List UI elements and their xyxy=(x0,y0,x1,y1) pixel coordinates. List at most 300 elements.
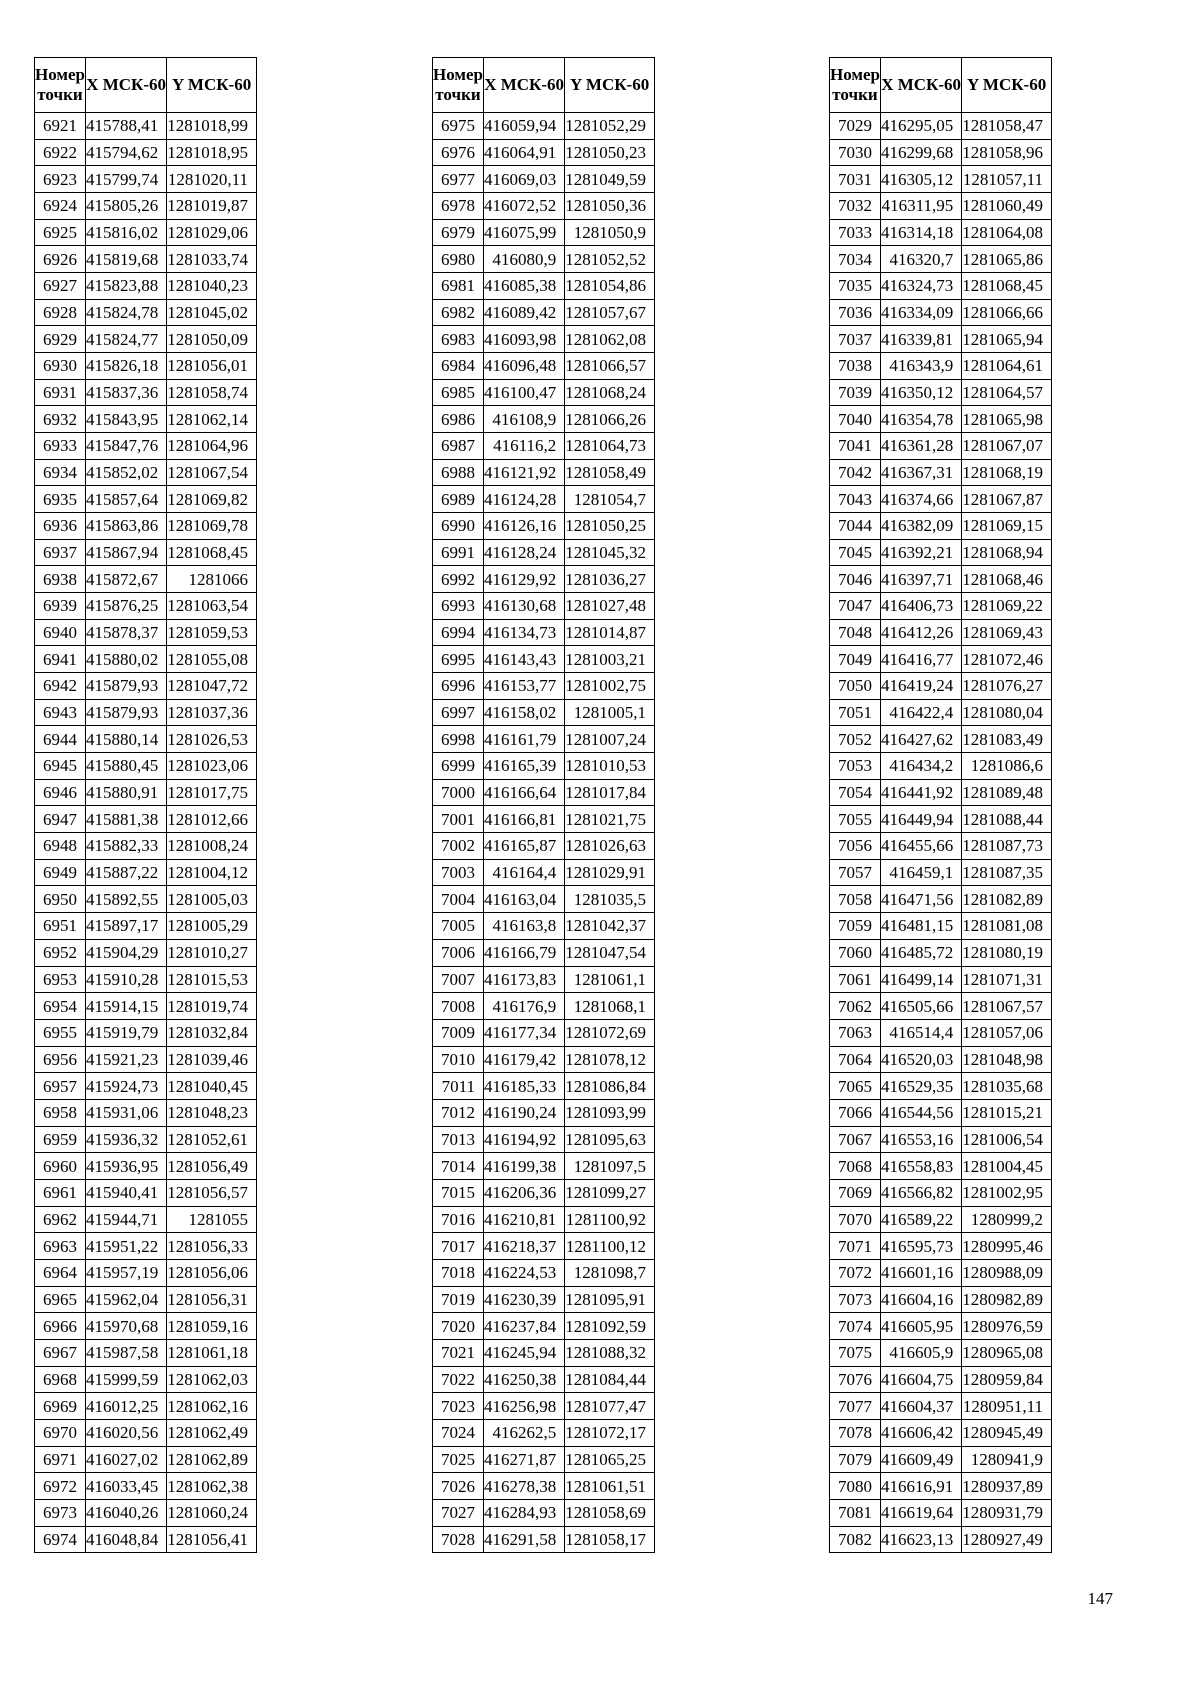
point-number-cell: 6968 xyxy=(35,1366,86,1393)
y-coordinate-cell: 1281050,23 xyxy=(565,139,655,166)
y-coordinate-cell: 1281097,5 xyxy=(565,1153,655,1180)
x-coordinate-cell: 416153,77 xyxy=(483,673,564,700)
table-row xyxy=(433,166,655,193)
table-row xyxy=(433,539,655,566)
x-coordinate-cell: 416210,81 xyxy=(483,1206,564,1233)
y-coordinate-cell: 1280931,79 xyxy=(962,1499,1052,1526)
y-coordinate-cell: 1281042,37 xyxy=(565,913,655,940)
y-coordinate-cell: 1281086,84 xyxy=(565,1073,655,1100)
x-coordinate-cell: 415879,93 xyxy=(85,699,166,726)
y-coordinate-cell: 1281064,08 xyxy=(962,219,1052,246)
y-coordinate-cell: 1281052,61 xyxy=(167,1126,257,1153)
table-row xyxy=(35,1126,257,1153)
x-coordinate-cell: 416163,04 xyxy=(483,886,564,913)
x-coordinate-cell: 416604,75 xyxy=(880,1366,961,1393)
x-coordinate-cell: 416080,9 xyxy=(483,246,564,273)
x-coordinate-cell: 416128,24 xyxy=(483,539,564,566)
point-number-cell: 7070 xyxy=(830,1206,881,1233)
table-row xyxy=(830,166,1052,193)
point-number-cell: 7073 xyxy=(830,1286,881,1313)
table-row xyxy=(830,993,1052,1020)
point-number-cell: 6982 xyxy=(433,299,484,326)
table-row xyxy=(433,433,655,460)
table-row xyxy=(35,673,257,700)
header-y: Y МСК-60 xyxy=(962,58,1052,113)
table-row xyxy=(830,1419,1052,1446)
table-row xyxy=(35,753,257,780)
table-row xyxy=(830,913,1052,940)
x-coordinate-cell: 416218,37 xyxy=(483,1233,564,1260)
y-coordinate-cell: 1281095,63 xyxy=(565,1126,655,1153)
table-row xyxy=(35,1393,257,1420)
x-coordinate-cell: 416163,8 xyxy=(483,913,564,940)
table-row xyxy=(433,966,655,993)
point-number-cell: 6988 xyxy=(433,459,484,486)
y-coordinate-cell: 1281086,6 xyxy=(962,753,1052,780)
point-number-cell: 7015 xyxy=(433,1179,484,1206)
point-number-cell: 7042 xyxy=(830,459,881,486)
y-coordinate-cell: 1281093,99 xyxy=(565,1099,655,1126)
y-coordinate-cell: 1281054,7 xyxy=(565,486,655,513)
table-row xyxy=(433,139,655,166)
point-number-cell: 6973 xyxy=(35,1499,86,1526)
y-coordinate-cell: 1281052,29 xyxy=(565,113,655,140)
y-coordinate-cell: 1280995,46 xyxy=(962,1233,1052,1260)
point-number-cell: 6966 xyxy=(35,1313,86,1340)
point-number-cell: 6940 xyxy=(35,619,86,646)
x-coordinate-cell: 416161,79 xyxy=(483,726,564,753)
point-number-cell: 6964 xyxy=(35,1259,86,1286)
y-coordinate-cell: 1281059,16 xyxy=(167,1313,257,1340)
y-coordinate-cell: 1281088,44 xyxy=(962,806,1052,833)
y-coordinate-cell: 1281045,32 xyxy=(565,539,655,566)
y-coordinate-cell: 1281020,11 xyxy=(167,166,257,193)
y-coordinate-cell: 1281010,53 xyxy=(565,753,655,780)
table-row xyxy=(35,1073,257,1100)
x-coordinate-cell: 416609,49 xyxy=(880,1446,961,1473)
y-coordinate-cell: 1280937,89 xyxy=(962,1473,1052,1500)
point-number-cell: 7043 xyxy=(830,486,881,513)
point-number-cell: 7056 xyxy=(830,833,881,860)
y-coordinate-cell: 1281067,57 xyxy=(962,993,1052,1020)
point-number-cell: 6969 xyxy=(35,1393,86,1420)
point-number-cell: 7059 xyxy=(830,913,881,940)
x-coordinate-cell: 415852,02 xyxy=(85,459,166,486)
y-coordinate-cell: 1281018,95 xyxy=(167,139,257,166)
y-coordinate-cell: 1281087,73 xyxy=(962,833,1052,860)
table-row xyxy=(433,913,655,940)
x-coordinate-cell: 416020,56 xyxy=(85,1419,166,1446)
table-row xyxy=(433,886,655,913)
table-row xyxy=(35,219,257,246)
y-coordinate-cell: 1281066,66 xyxy=(962,299,1052,326)
point-number-cell: 6924 xyxy=(35,193,86,220)
table-row xyxy=(830,539,1052,566)
x-coordinate-cell: 416069,03 xyxy=(483,166,564,193)
x-coordinate-cell: 415799,74 xyxy=(85,166,166,193)
point-number-cell: 7017 xyxy=(433,1233,484,1260)
point-number-cell: 6929 xyxy=(35,326,86,353)
y-coordinate-cell: 1281065,86 xyxy=(962,246,1052,273)
table-row xyxy=(830,379,1052,406)
table-header-row xyxy=(433,58,655,113)
table-row xyxy=(830,673,1052,700)
point-number-cell: 6987 xyxy=(433,433,484,460)
y-coordinate-cell: 1281062,14 xyxy=(167,406,257,433)
y-coordinate-cell: 1281006,54 xyxy=(962,1126,1052,1153)
y-coordinate-cell: 1281082,89 xyxy=(962,886,1052,913)
y-coordinate-cell: 1281004,45 xyxy=(962,1153,1052,1180)
x-coordinate-cell: 416033,45 xyxy=(85,1473,166,1500)
table-row xyxy=(433,1446,655,1473)
point-number-cell: 7020 xyxy=(433,1313,484,1340)
point-number-cell: 7061 xyxy=(830,966,881,993)
y-coordinate-cell: 1281065,25 xyxy=(565,1446,655,1473)
point-number-cell: 6963 xyxy=(35,1233,86,1260)
point-number-cell: 6925 xyxy=(35,219,86,246)
point-number-cell: 7068 xyxy=(830,1153,881,1180)
table-row xyxy=(35,1419,257,1446)
table-row xyxy=(35,1099,257,1126)
table-row xyxy=(830,699,1052,726)
y-coordinate-cell: 1281068,1 xyxy=(565,993,655,1020)
point-number-cell: 6962 xyxy=(35,1206,86,1233)
x-coordinate-cell: 415904,29 xyxy=(85,939,166,966)
table-row xyxy=(830,806,1052,833)
y-coordinate-cell: 1281078,12 xyxy=(565,1046,655,1073)
table-row xyxy=(433,566,655,593)
y-coordinate-cell: 1280945,49 xyxy=(962,1419,1052,1446)
x-coordinate-cell: 415931,06 xyxy=(85,1099,166,1126)
header-x: X МСК-60 xyxy=(483,58,564,113)
point-number-cell: 7027 xyxy=(433,1499,484,1526)
table-row xyxy=(830,1073,1052,1100)
point-number-cell: 6922 xyxy=(35,139,86,166)
point-number-cell: 7076 xyxy=(830,1366,881,1393)
point-number-cell: 7047 xyxy=(830,593,881,620)
x-coordinate-cell: 416606,42 xyxy=(880,1419,961,1446)
table-row xyxy=(35,1446,257,1473)
point-number-cell: 6985 xyxy=(433,379,484,406)
point-number-cell: 7026 xyxy=(433,1473,484,1500)
table-row xyxy=(830,1313,1052,1340)
y-coordinate-cell: 1281087,35 xyxy=(962,859,1052,886)
x-coordinate-cell: 416544,56 xyxy=(880,1099,961,1126)
point-number-cell: 6954 xyxy=(35,993,86,1020)
x-coordinate-cell: 416165,39 xyxy=(483,753,564,780)
point-number-cell: 7060 xyxy=(830,939,881,966)
x-coordinate-cell: 415824,77 xyxy=(85,326,166,353)
x-coordinate-cell: 415880,02 xyxy=(85,646,166,673)
y-coordinate-cell: 1281058,47 xyxy=(962,113,1052,140)
x-coordinate-cell: 415880,14 xyxy=(85,726,166,753)
point-number-cell: 6971 xyxy=(35,1446,86,1473)
x-coordinate-cell: 416295,05 xyxy=(880,113,961,140)
x-coordinate-cell: 416604,16 xyxy=(880,1286,961,1313)
header-x: X МСК-60 xyxy=(85,58,166,113)
point-number-cell: 6945 xyxy=(35,753,86,780)
point-number-cell: 6989 xyxy=(433,486,484,513)
x-coordinate-cell: 415921,23 xyxy=(85,1046,166,1073)
point-number-cell: 7034 xyxy=(830,246,881,273)
point-number-cell: 7010 xyxy=(433,1046,484,1073)
x-coordinate-cell: 416199,38 xyxy=(483,1153,564,1180)
y-coordinate-cell: 1281039,46 xyxy=(167,1046,257,1073)
x-coordinate-cell: 416176,9 xyxy=(483,993,564,1020)
point-number-cell: 7030 xyxy=(830,139,881,166)
y-coordinate-cell: 1281027,48 xyxy=(565,593,655,620)
y-coordinate-cell: 1281068,19 xyxy=(962,459,1052,486)
table-row xyxy=(830,1099,1052,1126)
point-number-cell: 7031 xyxy=(830,166,881,193)
x-coordinate-cell: 416314,18 xyxy=(880,219,961,246)
point-number-cell: 7055 xyxy=(830,806,881,833)
point-number-cell: 7044 xyxy=(830,513,881,540)
x-coordinate-cell: 416048,84 xyxy=(85,1526,166,1553)
table-row xyxy=(35,539,257,566)
table-row xyxy=(433,299,655,326)
point-number-cell: 7075 xyxy=(830,1339,881,1366)
x-coordinate-cell: 416595,73 xyxy=(880,1233,961,1260)
point-number-cell: 7025 xyxy=(433,1446,484,1473)
point-number-cell: 7002 xyxy=(433,833,484,860)
y-coordinate-cell: 1281014,87 xyxy=(565,619,655,646)
x-coordinate-cell: 416558,83 xyxy=(880,1153,961,1180)
y-coordinate-cell: 1281049,59 xyxy=(565,166,655,193)
x-coordinate-cell: 415944,71 xyxy=(85,1206,166,1233)
y-coordinate-cell: 1281005,1 xyxy=(565,699,655,726)
x-coordinate-cell: 415919,79 xyxy=(85,1019,166,1046)
point-number-cell: 7007 xyxy=(433,966,484,993)
y-coordinate-cell: 1281081,08 xyxy=(962,913,1052,940)
point-number-cell: 7040 xyxy=(830,406,881,433)
y-coordinate-cell: 1281050,25 xyxy=(565,513,655,540)
table-row xyxy=(830,513,1052,540)
point-number-cell: 6998 xyxy=(433,726,484,753)
x-coordinate-cell: 415816,02 xyxy=(85,219,166,246)
table-row xyxy=(830,1126,1052,1153)
table-row xyxy=(830,619,1052,646)
y-coordinate-cell: 1281064,73 xyxy=(565,433,655,460)
y-coordinate-cell: 1281098,7 xyxy=(565,1259,655,1286)
point-number-cell: 6992 xyxy=(433,566,484,593)
table-row xyxy=(433,406,655,433)
y-coordinate-cell: 1281061,1 xyxy=(565,966,655,993)
y-coordinate-cell: 1281062,16 xyxy=(167,1393,257,1420)
table-row xyxy=(830,1366,1052,1393)
point-number-cell: 6949 xyxy=(35,859,86,886)
x-coordinate-cell: 415880,91 xyxy=(85,779,166,806)
table-row xyxy=(35,1206,257,1233)
point-number-cell: 7004 xyxy=(433,886,484,913)
y-coordinate-cell: 1281057,11 xyxy=(962,166,1052,193)
y-coordinate-cell: 1281069,22 xyxy=(962,593,1052,620)
point-number-cell: 7054 xyxy=(830,779,881,806)
table-row xyxy=(35,1339,257,1366)
y-coordinate-cell: 1281058,96 xyxy=(962,139,1052,166)
x-coordinate-cell: 416299,68 xyxy=(880,139,961,166)
y-coordinate-cell: 1281026,53 xyxy=(167,726,257,753)
x-coordinate-cell: 416108,9 xyxy=(483,406,564,433)
y-coordinate-cell: 1281008,24 xyxy=(167,833,257,860)
table-row xyxy=(830,859,1052,886)
table-row xyxy=(433,1419,655,1446)
table-row xyxy=(35,1019,257,1046)
point-number-cell: 7080 xyxy=(830,1473,881,1500)
x-coordinate-cell: 416471,56 xyxy=(880,886,961,913)
table-row xyxy=(433,1339,655,1366)
x-coordinate-cell: 416194,92 xyxy=(483,1126,564,1153)
x-coordinate-cell: 415936,32 xyxy=(85,1126,166,1153)
table-row xyxy=(433,1313,655,1340)
table-row xyxy=(830,113,1052,140)
table-row xyxy=(35,859,257,886)
point-number-cell: 6993 xyxy=(433,593,484,620)
x-coordinate-cell: 416130,68 xyxy=(483,593,564,620)
y-coordinate-cell: 1281023,06 xyxy=(167,753,257,780)
table-header-row xyxy=(35,58,257,113)
table-row xyxy=(433,513,655,540)
x-coordinate-cell: 416605,95 xyxy=(880,1313,961,1340)
x-coordinate-cell: 415843,95 xyxy=(85,406,166,433)
table-row xyxy=(433,833,655,860)
table-row xyxy=(830,246,1052,273)
table-row xyxy=(830,219,1052,246)
y-coordinate-cell: 1281050,36 xyxy=(565,193,655,220)
y-coordinate-cell: 1281058,17 xyxy=(565,1526,655,1553)
x-coordinate-cell: 415940,41 xyxy=(85,1179,166,1206)
x-coordinate-cell: 416392,21 xyxy=(880,539,961,566)
table-row xyxy=(830,1046,1052,1073)
table-row xyxy=(830,1473,1052,1500)
header-point-number: Номер точки xyxy=(35,58,86,113)
table-row xyxy=(35,459,257,486)
x-coordinate-cell: 416553,16 xyxy=(880,1126,961,1153)
table-row xyxy=(433,1046,655,1073)
point-number-cell: 7072 xyxy=(830,1259,881,1286)
table-row xyxy=(433,593,655,620)
table-row xyxy=(830,966,1052,993)
y-coordinate-cell: 1281029,91 xyxy=(565,859,655,886)
table-row xyxy=(433,699,655,726)
point-number-cell: 6955 xyxy=(35,1019,86,1046)
y-coordinate-cell: 1281061,18 xyxy=(167,1339,257,1366)
x-coordinate-cell: 416278,38 xyxy=(483,1473,564,1500)
point-number-cell: 6981 xyxy=(433,273,484,300)
x-coordinate-cell: 415970,68 xyxy=(85,1313,166,1340)
y-coordinate-cell: 1281004,12 xyxy=(167,859,257,886)
x-coordinate-cell: 415914,15 xyxy=(85,993,166,1020)
point-number-cell: 7082 xyxy=(830,1526,881,1553)
point-number-cell: 7023 xyxy=(433,1393,484,1420)
x-coordinate-cell: 415880,45 xyxy=(85,753,166,780)
table-row xyxy=(830,1286,1052,1313)
x-coordinate-cell: 415957,19 xyxy=(85,1259,166,1286)
point-number-cell: 6936 xyxy=(35,513,86,540)
y-coordinate-cell: 1281056,49 xyxy=(167,1153,257,1180)
x-coordinate-cell: 416616,91 xyxy=(880,1473,961,1500)
page-number: 147 xyxy=(1087,1589,1113,1608)
table-row xyxy=(830,566,1052,593)
x-coordinate-cell: 416040,26 xyxy=(85,1499,166,1526)
y-coordinate-cell: 1281003,21 xyxy=(565,646,655,673)
table-row xyxy=(433,353,655,380)
x-coordinate-cell: 416143,43 xyxy=(483,646,564,673)
table-row xyxy=(35,1366,257,1393)
y-coordinate-cell: 1281047,72 xyxy=(167,673,257,700)
point-number-cell: 6970 xyxy=(35,1419,86,1446)
x-coordinate-cell: 416529,35 xyxy=(880,1073,961,1100)
table-row xyxy=(830,1393,1052,1420)
y-coordinate-cell: 1281100,92 xyxy=(565,1206,655,1233)
point-number-cell: 6931 xyxy=(35,379,86,406)
point-number-cell: 6977 xyxy=(433,166,484,193)
point-number-cell: 6953 xyxy=(35,966,86,993)
point-number-cell: 7067 xyxy=(830,1126,881,1153)
point-number-cell: 6959 xyxy=(35,1126,86,1153)
y-coordinate-cell: 1281068,45 xyxy=(962,273,1052,300)
y-coordinate-cell: 1281058,69 xyxy=(565,1499,655,1526)
y-coordinate-cell: 1281063,54 xyxy=(167,593,257,620)
point-number-cell: 7032 xyxy=(830,193,881,220)
coordinate-table-2 xyxy=(432,57,655,1553)
table-row xyxy=(433,246,655,273)
point-number-cell: 6991 xyxy=(433,539,484,566)
table-row xyxy=(830,299,1052,326)
point-number-cell: 6958 xyxy=(35,1099,86,1126)
y-coordinate-cell: 1281068,24 xyxy=(565,379,655,406)
point-number-cell: 6976 xyxy=(433,139,484,166)
y-coordinate-cell: 1281062,38 xyxy=(167,1473,257,1500)
x-coordinate-cell: 416485,72 xyxy=(880,939,961,966)
x-coordinate-cell: 416481,15 xyxy=(880,913,961,940)
table-row xyxy=(830,193,1052,220)
y-coordinate-cell: 1281055 xyxy=(167,1206,257,1233)
table-row xyxy=(35,246,257,273)
point-number-cell: 7078 xyxy=(830,1419,881,1446)
point-number-cell: 7014 xyxy=(433,1153,484,1180)
x-coordinate-cell: 415878,37 xyxy=(85,619,166,646)
table-row xyxy=(35,566,257,593)
table-row xyxy=(433,753,655,780)
table-row xyxy=(433,1259,655,1286)
y-coordinate-cell: 1281017,75 xyxy=(167,779,257,806)
point-number-cell: 7003 xyxy=(433,859,484,886)
point-number-cell: 7009 xyxy=(433,1019,484,1046)
point-number-cell: 7049 xyxy=(830,646,881,673)
y-coordinate-cell: 1281058,74 xyxy=(167,379,257,406)
point-number-cell: 7035 xyxy=(830,273,881,300)
y-coordinate-cell: 1281055,08 xyxy=(167,646,257,673)
point-number-cell: 6983 xyxy=(433,326,484,353)
y-coordinate-cell: 1280927,49 xyxy=(962,1526,1052,1553)
point-number-cell: 6972 xyxy=(35,1473,86,1500)
y-coordinate-cell: 1281080,19 xyxy=(962,939,1052,966)
point-number-cell: 6943 xyxy=(35,699,86,726)
y-coordinate-cell: 1281017,84 xyxy=(565,779,655,806)
y-coordinate-cell: 1281066,57 xyxy=(565,353,655,380)
point-number-cell: 6960 xyxy=(35,1153,86,1180)
point-number-cell: 6930 xyxy=(35,353,86,380)
table-row xyxy=(433,806,655,833)
x-coordinate-cell: 416093,98 xyxy=(483,326,564,353)
table-row xyxy=(830,1526,1052,1553)
table-row xyxy=(830,326,1052,353)
y-coordinate-cell: 1281048,98 xyxy=(962,1046,1052,1073)
x-coordinate-cell: 415867,94 xyxy=(85,539,166,566)
x-coordinate-cell: 416075,99 xyxy=(483,219,564,246)
point-number-cell: 6990 xyxy=(433,513,484,540)
